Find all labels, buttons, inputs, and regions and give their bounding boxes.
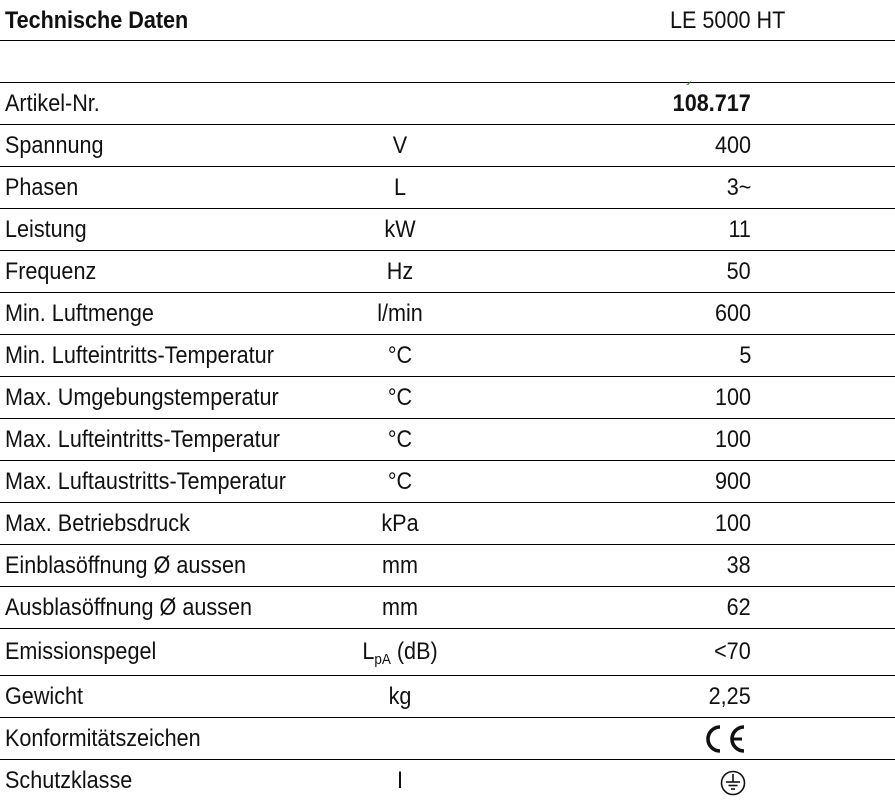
row-label: Min. Luftmenge xyxy=(5,300,154,327)
table-row xyxy=(0,676,895,718)
protective-earth-icon xyxy=(720,770,746,796)
table-title: Technische Daten xyxy=(5,7,189,34)
header-row xyxy=(0,0,895,41)
row-unit: I xyxy=(396,767,403,794)
row-label: Schutzklasse xyxy=(5,767,133,794)
row-unit: mm xyxy=(382,552,418,579)
row-value: 400 xyxy=(714,132,751,159)
unit-main: L xyxy=(362,638,375,665)
table-row xyxy=(0,377,895,419)
row-value: 38 xyxy=(726,552,751,579)
row-value: 100 xyxy=(714,510,751,537)
table-row xyxy=(0,167,895,209)
row-unit: l/min xyxy=(377,300,423,327)
row-label: Konformitätszeichen xyxy=(5,725,201,752)
row-label: Gewicht xyxy=(5,683,84,710)
table-row xyxy=(0,461,895,503)
unit-subscript: pA xyxy=(374,651,391,668)
row-label: Max. Betriebsdruck xyxy=(5,510,190,537)
row-label: Spannung xyxy=(5,132,104,159)
row-value: 3~ xyxy=(726,174,751,201)
row-unit: V xyxy=(392,132,408,159)
row-label: Leistung xyxy=(5,216,87,243)
table-row xyxy=(0,587,895,629)
row-value: <70 xyxy=(714,638,751,665)
row-unit: °C xyxy=(387,384,413,411)
row-unit: kW xyxy=(384,216,416,243)
row-label: Frequenz xyxy=(5,258,97,285)
table-row xyxy=(0,209,895,251)
table-row xyxy=(0,718,895,760)
row-value: 100 xyxy=(714,384,751,411)
row-value: 5 xyxy=(738,342,751,369)
row-value: 900 xyxy=(714,468,751,495)
row-value: 50 xyxy=(726,258,751,285)
table-row xyxy=(0,335,895,377)
table-row xyxy=(0,251,895,293)
table-row xyxy=(0,125,895,167)
table-row xyxy=(0,760,895,799)
row-unit: °C xyxy=(387,468,413,495)
table-row xyxy=(0,545,895,587)
row-unit: mm xyxy=(382,594,418,621)
spacer-row xyxy=(0,41,895,83)
row-unit: °C xyxy=(387,342,413,369)
row-value: 62 xyxy=(726,594,751,621)
row-unit: kPa xyxy=(381,510,419,537)
table-row xyxy=(0,629,895,676)
row-unit xyxy=(310,629,490,675)
row-label: Artikel-Nr. xyxy=(5,90,100,117)
row-unit: °C xyxy=(387,426,413,453)
table-row xyxy=(0,503,895,545)
row-value: 600 xyxy=(714,300,751,327)
row-value: 2,25 xyxy=(708,683,751,710)
table-row xyxy=(0,419,895,461)
row-label: Ausblasöffnung Ø aussen xyxy=(5,594,252,621)
row-label: Max. Lufteintritts-Temperatur xyxy=(5,426,280,453)
ce-mark-icon xyxy=(701,724,747,754)
row-unit: L xyxy=(393,174,407,201)
row-label: Max. Luftaustritts-Temperatur xyxy=(5,468,286,495)
row-value: 11 xyxy=(728,216,751,243)
unit-tail: (dB) xyxy=(390,638,438,665)
table-row xyxy=(0,293,895,335)
row-label: Min. Lufteintritts-Temperatur xyxy=(5,342,274,369)
model-name: LE 5000 HT xyxy=(670,7,786,34)
row-label: Max. Umgebungstemperatur xyxy=(5,384,279,411)
row-unit: kg xyxy=(388,683,412,710)
row-unit: Hz xyxy=(386,258,414,285)
article-number-value: 108.717 xyxy=(672,90,751,117)
table-row xyxy=(0,83,895,125)
row-label: Einblasöffnung Ø aussen xyxy=(5,552,246,579)
row-value: 100 xyxy=(714,426,751,453)
row-label: Emissionspegel xyxy=(5,638,157,665)
row-label: Phasen xyxy=(5,174,79,201)
